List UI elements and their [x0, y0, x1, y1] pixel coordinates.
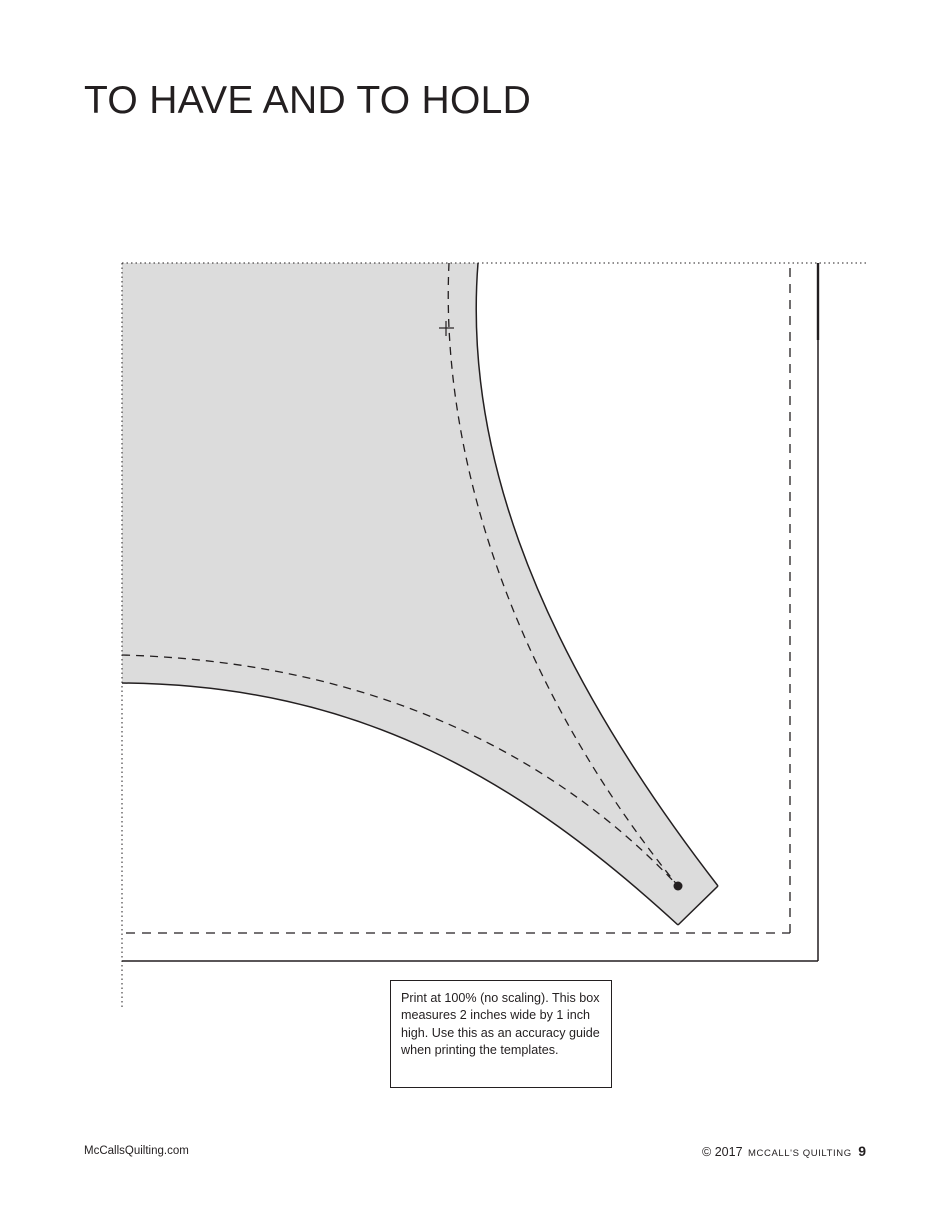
footer-copyright: © 2017: [702, 1145, 743, 1159]
print-scale-guide-box: Print at 100% (no scaling). This box measures 2 inches wide by 1 inch high. Use this as an accuracy guide when printing the templates.: [390, 980, 612, 1088]
page-number: 9: [858, 1143, 866, 1159]
footer-brand: MCCALL'S QUILTING: [748, 1148, 852, 1159]
matching-dot: [674, 882, 683, 891]
footer-copyright-block: [702, 1143, 866, 1159]
page-title: TO HAVE AND TO HOLD: [84, 79, 532, 122]
template-piece: [122, 263, 718, 925]
footer-website: McCallsQuilting.com: [84, 1145, 189, 1157]
